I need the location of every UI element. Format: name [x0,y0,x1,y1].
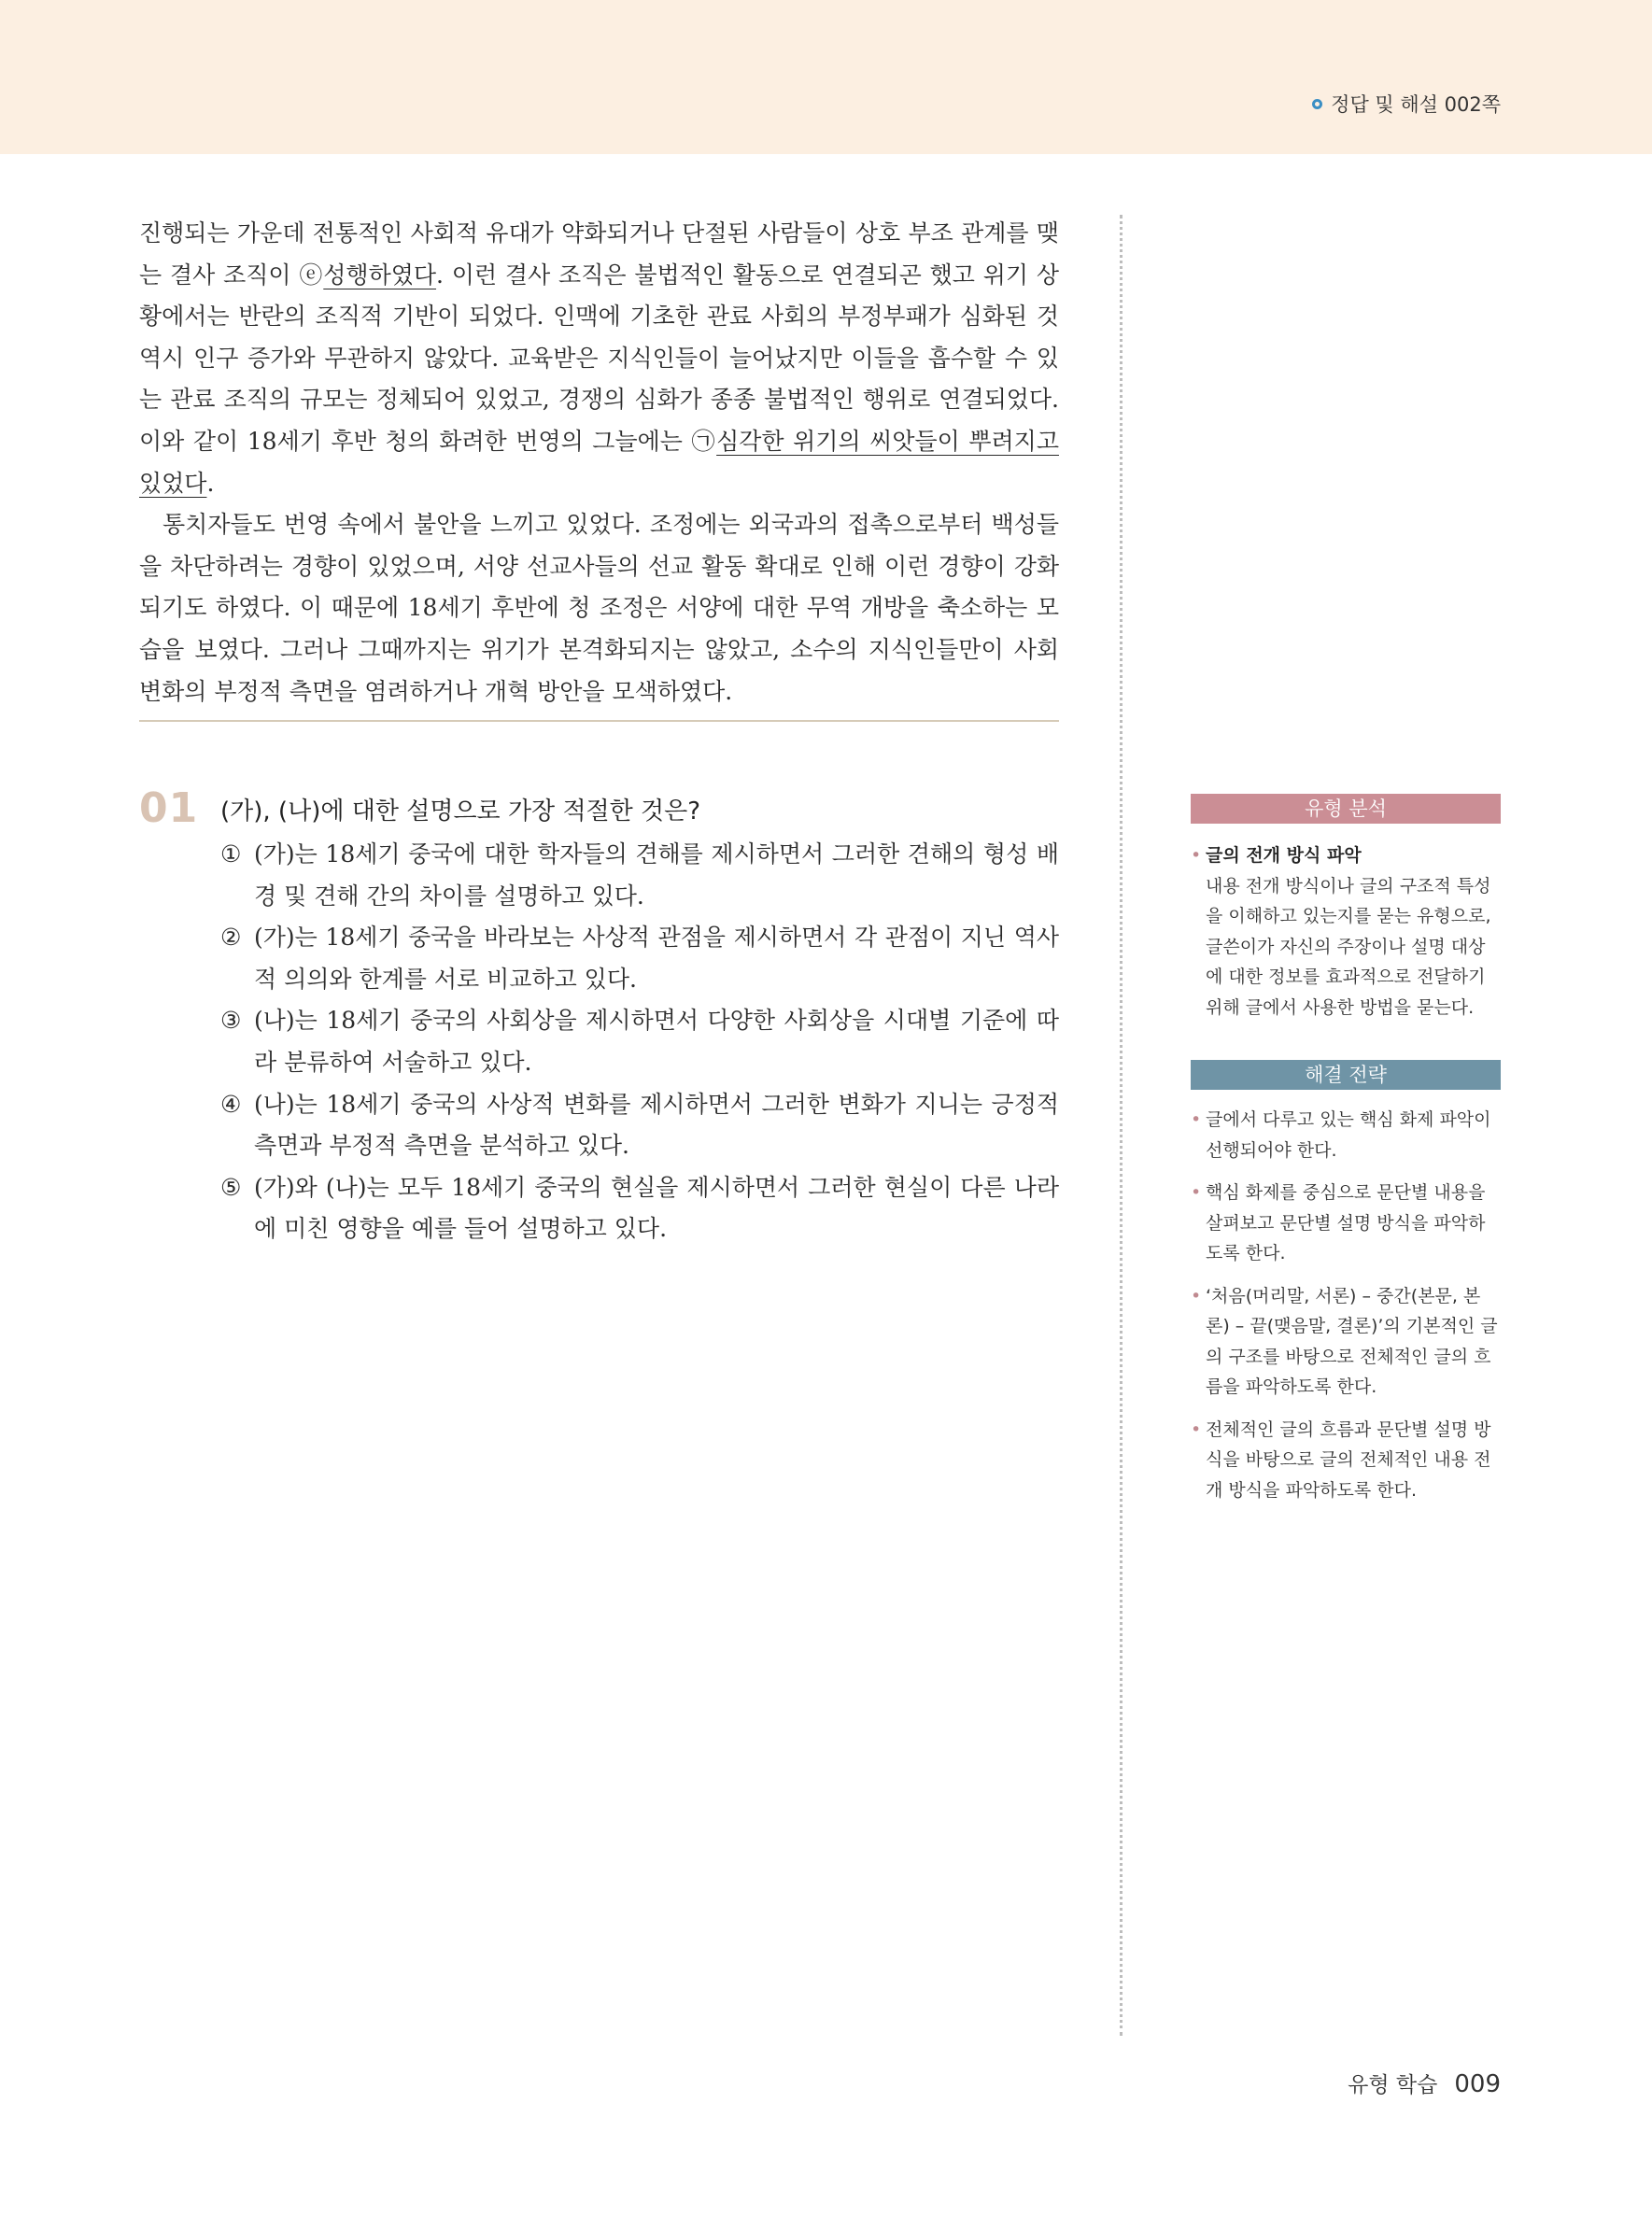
page-footer [1348,2068,1501,2098]
reading-passage [139,213,1059,713]
strategy-item: • 글에서 다루고 있는 핵심 화제 파악이 선행되어야 한다. [1191,1105,1501,1165]
passage-text: . [206,469,215,497]
strategy-item: • 핵심 화제를 중심으로 문단별 내용을 살펴보고 문단별 설명 방식을 파악하도록 한다. [1191,1178,1501,1269]
type-analysis-heading: 유형 분석 [1191,794,1501,824]
footer-section-label: 유형 학습 [1348,2073,1438,2097]
solution-strategy-box [1191,1060,1501,1517]
choice-text: (나)는 18세기 중국의 사상적 변화를 제시하면서 그러한 변화가 지니는 긍정적 측면과 부정적 측면을 분석하고 있다. [254,1090,1059,1160]
underlined-word-e: 성행하였다 [323,261,437,289]
column-divider [1120,215,1123,2036]
passage-text: 진행되는 가운데 전통적인 사회적 유대가 약화되거나 단절된 사람들이 상호 부조 관계를 맺는 결사 조직이 [139,219,1059,289]
underlined-phrase-g: 심각한 위기의 씨앗들이 뿌려지고 있었다 [139,427,1059,497]
choice-text: (가)는 18세기 중국에 대한 학자들의 견해를 제시하면서 그러한 견해의 형성 배경 및 견해 간의 차이를 설명하고 있다. [254,840,1059,910]
marker-g: ㉠ [691,427,717,455]
choice-4[interactable] [220,1084,1059,1167]
type-analysis-box [1191,794,1501,1023]
answer-choices [220,834,1059,1250]
choice-2[interactable] [220,917,1059,1000]
question-stem: (가), (나)에 대한 설명으로 가장 적절한 것은? [220,797,701,826]
choice-mark: ④ [220,1090,242,1118]
choice-mark: ① [220,840,242,868]
type-analysis-item [1191,840,1501,1023]
choice-mark: ⑤ [220,1173,242,1201]
choice-1[interactable] [220,834,1059,917]
question-number: 01 [139,784,199,832]
choice-mark: ③ [220,1007,242,1035]
answer-reference [1312,90,1501,118]
passage-paragraph-2: 통치자들도 번영 속에서 불안을 느끼고 있었다. 조정에는 외국과의 접촉으로부터 백성들을 차단하려는 경향이 있었으며, 서양 선교사들의 선교 활동 확대로 인해 이런 경향이 강화되기도 하였다. 이 때문에 18세기 후반에 청 조정은 서양에 대한 무역 개방을 축소하는 모습을 보였다. 그러나 그때까지는 위기가 본격화되지는 않았고, 소수의 지식인들만이 사회 변화의 부정적 측면을 염려하거나 개혁 방안을 모색하였다. [139,511,1059,705]
type-analysis-list [1191,840,1501,1023]
page-number: 009 [1454,2070,1501,2098]
circle-bullet-icon [1312,99,1322,109]
choice-text: (나)는 18세기 중국의 사회상을 제시하면서 다양한 사회상을 시대별 기준에 따라 분류하여 서술하고 있다. [254,1007,1059,1076]
type-analysis-item-body: 내용 전개 방식이나 글의 구조적 특성을 이해하고 있는지를 묻는 유형으로, 글쓴이가 자신의 주장이나 설명 대상에 대한 정보를 효과적으로 전달하기 위해 글에서 사용한 방법을 묻는다. [1206,875,1491,1018]
choice-5[interactable] [220,1167,1059,1250]
strategy-item: • 전체적인 글의 흐름과 문단별 설명 방식을 바탕으로 글의 전체적인 내용 전개 방식을 파악하도록 한다. [1191,1415,1501,1506]
type-analysis-item-title: 글의 전개 방식 파악 [1206,845,1362,866]
choice-mark: ② [220,924,242,952]
marker-e: ⓔ [299,261,324,289]
header-band [0,0,1652,154]
choice-text: (가)와 (나)는 모두 18세기 중국의 현실을 제시하면서 그러한 현실이 다른 나라에 미친 영향을 예를 들어 설명하고 있다. [254,1173,1059,1243]
choice-text: (가)는 18세기 중국을 바라보는 사상적 관점을 제시하면서 각 관점이 지닌 역사적 의의와 한계를 서로 비교하고 있다. [254,924,1059,993]
passage-paragraph-1 [139,213,1059,504]
solution-strategy-heading: 해결 전략 [1191,1060,1501,1090]
solution-strategy-list [1191,1105,1501,1505]
strategy-item: • ‘처음(머리말, 서론) – 중간(본문, 본론) – 끝(맺음말, 결론)’의 기본적인 글의 구조를 바탕으로 전체적인 글의 흐름을 파악하도록 한다. [1191,1281,1501,1403]
section-divider [139,720,1059,722]
answer-reference-text: 정답 및 해설 002쪽 [1331,93,1501,116]
passage-text: . 이런 결사 조직은 불법적인 활동으로 연결되곤 했고 위기 상황에서는 반란의 조직적 기반이 되었다. 인맥에 기초한 관료 사회의 부정부패가 심화된 것 역시 인구 증가와 무관하지 않았다. 교육받은 지식인들이 늘어났지만 이들을 흡수할 수 있는 관료 조직의 규모는 정체되어 있었고, 경쟁의 심화가 종종 불법적인 행위로 연결되었다. 이와 같이 18세기 후반 청의 화려한 번영의 그늘에는 [139,261,1059,455]
choice-3[interactable] [220,1000,1059,1083]
